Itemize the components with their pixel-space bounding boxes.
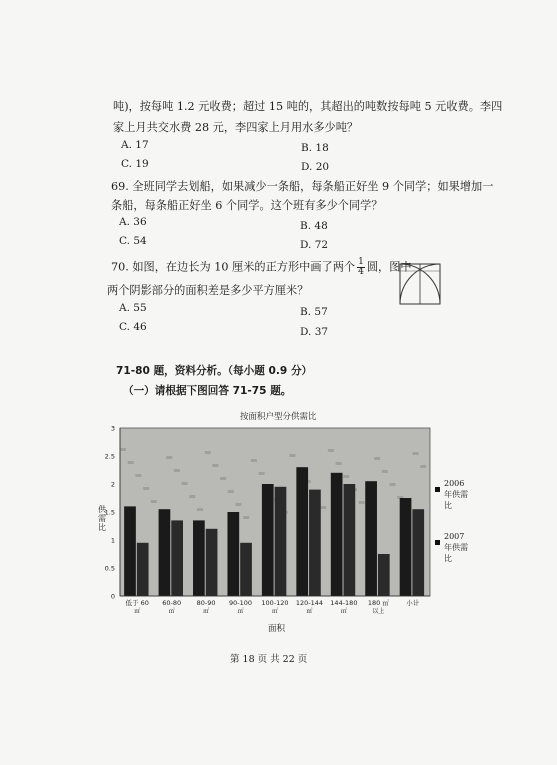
plot-texture: [189, 495, 195, 498]
x-tick-unit: ㎡: [340, 608, 347, 615]
plot-texture: [382, 470, 388, 473]
x-axis-labels: [126, 598, 420, 615]
plot-texture: [259, 472, 265, 475]
y-tick-label: 2.5: [104, 452, 115, 461]
q68-option-d: D. 20: [301, 161, 330, 173]
x-axis-title: 面积: [268, 624, 286, 634]
plot-texture: [174, 469, 180, 472]
quarter-fraction: [357, 258, 365, 277]
plot-texture: [289, 454, 295, 457]
plot-texture: [197, 508, 203, 511]
x-tick-label: 120-144: [295, 599, 324, 607]
y-tick-label: 1: [110, 536, 115, 545]
plot-texture: [413, 452, 419, 455]
q70-option-c: C. 46: [119, 321, 147, 333]
x-tick-label: 90-100: [229, 599, 253, 607]
plot-texture: [205, 451, 211, 454]
y-tick-label: 3: [110, 424, 115, 433]
q69-option-a: A. 36: [119, 216, 147, 228]
x-tick-label: 60-80: [162, 599, 182, 607]
plot-texture: [220, 477, 226, 480]
plot-texture: [228, 490, 234, 493]
x-tick-unit: 以上: [372, 608, 385, 615]
bar-2006: [400, 498, 412, 596]
y-tick-label: 1.5: [104, 508, 115, 517]
fraction-denominator: 4: [358, 267, 364, 277]
chart-title: 按面积户型分供需比: [240, 412, 317, 422]
plot-texture: [212, 464, 218, 467]
x-tick-unit: ㎡: [237, 608, 244, 615]
plot-texture: [251, 459, 257, 462]
q69-text-line1: 69. 全班同学去划船，如果减少一条船，每条船正好坐 9 个同学；如果增加一: [111, 180, 494, 193]
x-tick-label: 低于 60: [125, 599, 149, 607]
bar-2006: [365, 481, 377, 596]
plot-texture: [128, 461, 134, 464]
bar-2007: [240, 543, 252, 596]
q70-text-post: 圆，图中: [366, 260, 412, 274]
square-quarter-circle-figure: [395, 259, 445, 309]
x-tick-label: 80-90: [196, 599, 216, 607]
x-tick-label: 100-120: [261, 599, 289, 607]
q69-text-line2: 条船，每条船正好坐 6 个同学。这个班有多少个同学？: [111, 199, 383, 212]
q70-text-line2: 两个阴影部分的面积差是多少平方厘米？: [107, 284, 309, 297]
plot-texture: [236, 503, 242, 506]
section-heading: 71-80 题，资料分析。（每小题 0.9 分）: [116, 365, 313, 377]
plot-texture: [328, 449, 334, 452]
legend-label-2006: 2006 年供需比: [444, 479, 468, 510]
page-number: 第 18 页 共 22 页: [230, 654, 308, 665]
x-tick-label: 144-180: [330, 599, 358, 607]
supply-demand-bar-chart: [95, 420, 465, 635]
bar-2007: [378, 554, 390, 596]
plot-texture: [243, 516, 249, 519]
plot-texture: [135, 474, 141, 477]
legend-swatch-2007: [435, 540, 440, 545]
plot-texture: [320, 506, 326, 509]
y-tick-label: 0: [110, 592, 115, 601]
plot-texture: [374, 457, 380, 460]
q70-text-line1: [111, 258, 412, 277]
q69-option-b: B. 48: [300, 220, 328, 232]
bar-2006: [193, 520, 205, 596]
q69-option-c: C. 54: [119, 235, 147, 247]
bar-2007: [309, 490, 321, 596]
y-tick-label: 0.5: [104, 564, 115, 573]
bar-2007: [412, 509, 424, 596]
q70-text-pre: 70. 如图，在边长为 10 厘米的正方形中画了两个: [111, 260, 356, 274]
x-tick-unit: ㎡: [134, 608, 141, 615]
legend-item-2007: [435, 531, 475, 564]
plot-texture: [420, 465, 426, 468]
x-tick-unit: ㎡: [168, 608, 175, 615]
plot-texture: [166, 456, 172, 459]
x-tick-unit: ㎡: [203, 608, 210, 615]
bar-2006: [331, 473, 343, 596]
bar-2006: [124, 506, 136, 596]
bar-2007: [171, 520, 183, 596]
bar-2007: [137, 543, 149, 596]
bar-2007: [275, 487, 287, 596]
bar-2006: [227, 512, 239, 596]
fraction-numerator: 1: [358, 257, 364, 267]
bar-2007: [344, 484, 356, 596]
plot-texture: [343, 475, 349, 478]
q68-text-line1: 吨)，按每吨 1.2 元收费；超过 15 吨的，其超出的吨数按每吨 5 元收费。李四: [113, 100, 503, 113]
x-tick-unit: ㎡: [306, 608, 313, 615]
q68-text-line2: 家上月共交水费 28 元，李四家上月用水多少吨？: [113, 121, 359, 134]
plot-texture: [390, 483, 396, 486]
q68-option-c: C. 19: [121, 158, 149, 170]
q69-option-d: D. 72: [300, 239, 329, 251]
plot-texture: [359, 501, 365, 504]
q68-option-a: A. 17: [121, 139, 149, 151]
y-tick-label: 2: [110, 480, 115, 489]
legend-label-2007: 2007 年供需比: [444, 532, 468, 563]
y-axis-label: 供需比: [98, 505, 106, 532]
x-tick-label: 小计: [406, 599, 420, 607]
bar-2006: [262, 484, 274, 596]
bar-2006: [159, 509, 171, 596]
legend-swatch-2006: [435, 487, 440, 492]
q70-option-a: A. 55: [119, 302, 147, 314]
bar-2007: [206, 529, 218, 596]
q70-option-b: B. 57: [300, 306, 328, 318]
plot-texture: [182, 482, 188, 485]
plot-texture: [336, 462, 342, 465]
q70-option-d: D. 37: [300, 326, 329, 338]
x-tick-unit: ㎡: [271, 608, 279, 615]
legend: [435, 478, 475, 564]
plot-texture: [143, 487, 149, 490]
x-tick-label: 180 ㎡: [367, 599, 389, 607]
legend-item-2006: [435, 478, 475, 511]
plot-texture: [120, 448, 126, 451]
section-subheading: （一）请根据下图回答 71-75 题。: [123, 385, 292, 397]
q68-option-b: B. 18: [301, 142, 329, 154]
bar-2006: [296, 467, 308, 596]
plot-texture: [151, 500, 157, 503]
